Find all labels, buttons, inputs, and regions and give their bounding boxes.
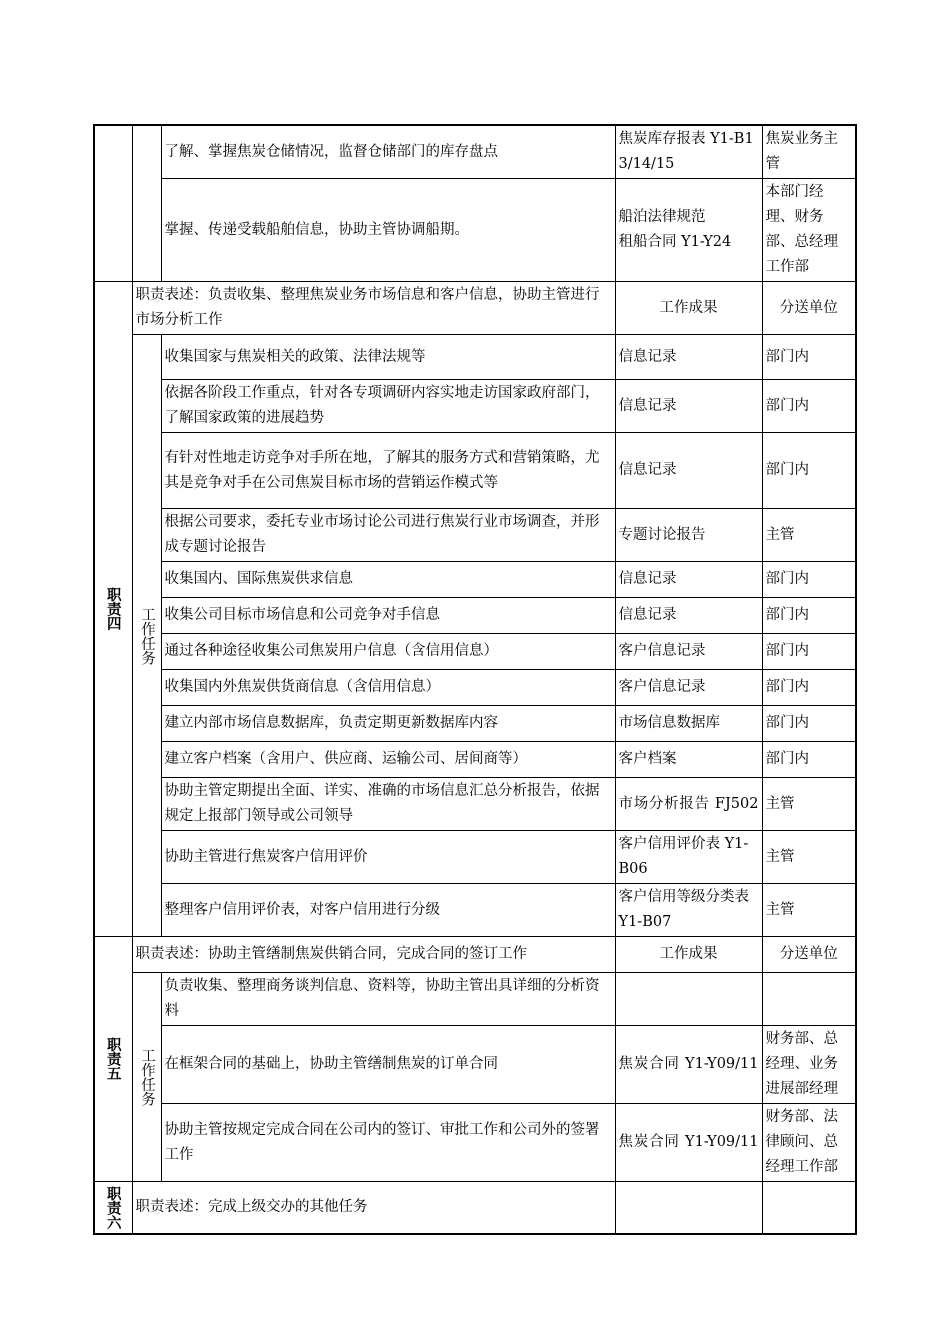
result-cell: 信息记录 xyxy=(615,598,762,634)
dist-cell: 部门内 xyxy=(762,742,856,778)
table-row xyxy=(94,1182,856,1234)
table-row xyxy=(94,282,856,335)
section-description: 职责表述：完成上级交办的其他任务 xyxy=(132,1182,615,1234)
result-cell: 信息记录 xyxy=(615,335,762,380)
section-description: 职责表述：协助主管缮制焦炭供销合同，完成合同的签订工作 xyxy=(132,937,615,973)
section-description: 职责表述：负责收集、整理焦炭业务市场信息和客户信息，协助主管进行市场分析工作 xyxy=(132,282,615,335)
table-row xyxy=(94,1104,856,1182)
task-cell: 掌握、传递受载船舶信息，协助主管协调船期。 xyxy=(161,179,615,282)
section-label-4: 职责四 xyxy=(94,282,132,937)
section-label-cell xyxy=(94,125,132,282)
result-cell: 船泊法律规范 租船合同 Y1-Y24 xyxy=(615,179,762,282)
header-result: 工作成果 xyxy=(615,937,762,973)
result-cell: 专题讨论报告 xyxy=(615,509,762,562)
dist-cell: 本部门经理、财务部、总经理工作部 xyxy=(762,179,856,282)
task-cell: 收集公司目标市场信息和公司竞争对手信息 xyxy=(161,598,615,634)
result-cell: 信息记录 xyxy=(615,380,762,433)
dist-cell: 部门内 xyxy=(762,670,856,706)
table-row xyxy=(94,778,856,831)
result-cell: 焦炭库存报表 Y1-B13/14/15 xyxy=(615,125,762,179)
section-label-6: 职责六 xyxy=(94,1182,132,1234)
dist-cell: 焦炭业务主管 xyxy=(762,125,856,179)
table-row xyxy=(94,634,856,670)
table-row xyxy=(94,706,856,742)
table-row xyxy=(94,335,856,380)
task-cell: 整理客户信用评价表，对客户信用进行分级 xyxy=(161,884,615,937)
table-row xyxy=(94,179,856,282)
dist-cell: 部门内 xyxy=(762,335,856,380)
table-row xyxy=(94,831,856,884)
table-row xyxy=(94,125,856,179)
table-row xyxy=(94,973,856,1026)
sub-label-cell xyxy=(132,125,161,282)
dist-cell: 部门内 xyxy=(762,380,856,433)
dist-cell: 部门内 xyxy=(762,598,856,634)
dist-cell: 财务部、总经理、业务进展部经理 xyxy=(762,1026,856,1104)
sub-label-work-tasks: 工作任务 xyxy=(132,973,161,1182)
dist-cell: 主管 xyxy=(762,509,856,562)
table-row xyxy=(94,937,856,973)
table-row xyxy=(94,670,856,706)
task-cell: 协助主管按规定完成合同在公司内的签订、审批工作和公司外的签署工作 xyxy=(161,1104,615,1182)
result-cell: 客户档案 xyxy=(615,742,762,778)
dist-cell: 部门内 xyxy=(762,562,856,598)
dist-cell: 财务部、法律顾问、总经理工作部 xyxy=(762,1104,856,1182)
header-result: 工作成果 xyxy=(615,282,762,335)
dist-cell: 主管 xyxy=(762,884,856,937)
task-cell: 在框架合同的基础上，协助主管缮制焦炭的订单合同 xyxy=(161,1026,615,1104)
table-row xyxy=(94,742,856,778)
task-cell: 依据各阶段工作重点，针对各专项调研内容实地走访国家政府部门，了解国家政策的进展趋势 xyxy=(161,380,615,433)
table-row xyxy=(94,598,856,634)
dist-cell: 部门内 xyxy=(762,634,856,670)
task-cell: 收集国家与焦炭相关的政策、法律法规等 xyxy=(161,335,615,380)
task-cell: 根据公司要求，委托专业市场讨论公司进行焦炭行业市场调查，并形成专题讨论报告 xyxy=(161,509,615,562)
dist-cell: 主管 xyxy=(762,778,856,831)
task-cell: 负责收集、整理商务谈判信息、资料等，协助主管出具详细的分析资料 xyxy=(161,973,615,1026)
table-row xyxy=(94,380,856,433)
task-cell: 有针对性地走访竞争对手所在地，了解其的服务方式和营销策略，尤其是竞争对手在公司焦炭目标市场的营销运作模式等 xyxy=(161,433,615,509)
table-row xyxy=(94,433,856,509)
task-cell: 收集国内、国际焦炭供求信息 xyxy=(161,562,615,598)
dist-cell: 部门内 xyxy=(762,433,856,509)
result-cell xyxy=(615,1182,762,1234)
result-cell: 客户信息记录 xyxy=(615,670,762,706)
dist-cell: 主管 xyxy=(762,831,856,884)
header-dist: 分送单位 xyxy=(762,937,856,973)
table-row xyxy=(94,1026,856,1104)
result-cell: 信息记录 xyxy=(615,433,762,509)
task-cell: 协助主管定期提出全面、详实、准确的市场信息汇总分析报告，依据规定上报部门领导或公司领导 xyxy=(161,778,615,831)
table-row xyxy=(94,884,856,937)
table-row xyxy=(94,509,856,562)
table-row xyxy=(94,562,856,598)
sub-label-work-tasks: 工作任务 xyxy=(132,335,161,937)
result-cell xyxy=(615,973,762,1026)
section-label-5: 职责五 xyxy=(94,937,132,1182)
task-cell: 建立客户档案（含用户、供应商、运输公司、居间商等） xyxy=(161,742,615,778)
task-cell: 建立内部市场信息数据库，负责定期更新数据库内容 xyxy=(161,706,615,742)
task-cell: 协助主管进行焦炭客户信用评价 xyxy=(161,831,615,884)
job-description-table xyxy=(93,124,857,1235)
result-cell: 客户信用等级分类表 Y1-B07 xyxy=(615,884,762,937)
result-cell: 焦炭合同 Y1-Y09/11 xyxy=(615,1104,762,1182)
dist-cell xyxy=(762,1182,856,1234)
dist-cell: 部门内 xyxy=(762,706,856,742)
result-cell: 市场分析报告 FJ502 xyxy=(615,778,762,831)
result-cell: 客户信用评价表 Y1-B06 xyxy=(615,831,762,884)
result-cell: 市场信息数据库 xyxy=(615,706,762,742)
task-cell: 通过各种途径收集公司焦炭用户信息（含信用信息） xyxy=(161,634,615,670)
dist-cell xyxy=(762,973,856,1026)
result-cell: 信息记录 xyxy=(615,562,762,598)
task-cell: 了解、掌握焦炭仓储情况，监督仓储部门的库存盘点 xyxy=(161,125,615,179)
header-dist: 分送单位 xyxy=(762,282,856,335)
result-cell: 客户信息记录 xyxy=(615,634,762,670)
result-cell: 焦炭合同 Y1-Y09/11 xyxy=(615,1026,762,1104)
task-cell: 收集国内外焦炭供货商信息（含信用信息） xyxy=(161,670,615,706)
